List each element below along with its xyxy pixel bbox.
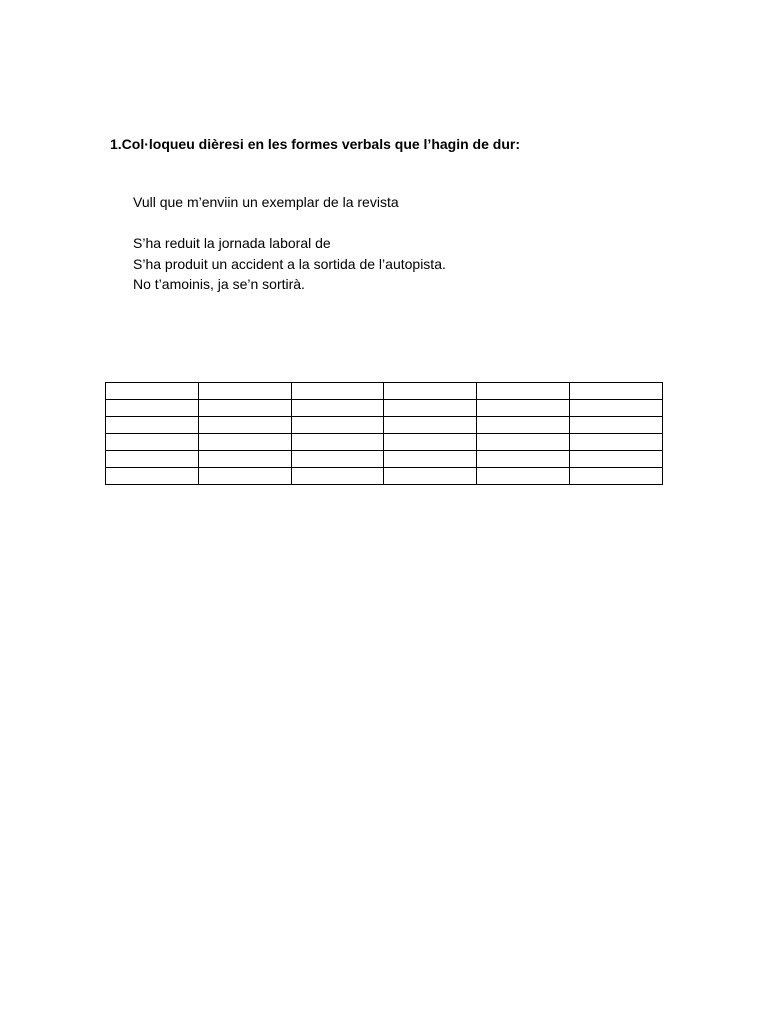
table-row: [106, 451, 663, 468]
answer-table: [105, 382, 663, 485]
table-cell[interactable]: [477, 383, 570, 400]
table-cell[interactable]: [106, 451, 199, 468]
table-cell[interactable]: [198, 434, 291, 451]
table-row: [106, 400, 663, 417]
table-cell[interactable]: [198, 451, 291, 468]
table-cell[interactable]: [384, 417, 477, 434]
table-cell[interactable]: [384, 400, 477, 417]
table-cell[interactable]: [291, 434, 384, 451]
table-row: [106, 383, 663, 400]
table-cell[interactable]: [570, 451, 663, 468]
table-row: [106, 468, 663, 485]
table-cell[interactable]: [106, 400, 199, 417]
table-cell[interactable]: [477, 451, 570, 468]
table-cell[interactable]: [106, 417, 199, 434]
table-cell[interactable]: [570, 400, 663, 417]
table-row: [106, 434, 663, 451]
table-cell[interactable]: [198, 383, 291, 400]
sentence-list: [133, 192, 446, 295]
table-cell[interactable]: [477, 434, 570, 451]
table-cell[interactable]: [198, 400, 291, 417]
table-cell[interactable]: [291, 451, 384, 468]
table-cell[interactable]: [477, 400, 570, 417]
table-cell[interactable]: [291, 468, 384, 485]
table-cell[interactable]: [477, 468, 570, 485]
exercise-heading: 1.Col·loqueu dièresi en les formes verbals que l’hagin de dur:: [110, 136, 520, 152]
sentence-item: S’ha produit un accident a la sortida de l’autopista.: [133, 255, 446, 272]
table-cell[interactable]: [570, 468, 663, 485]
table-cell[interactable]: [477, 417, 570, 434]
table-cell[interactable]: [384, 434, 477, 451]
table-cell[interactable]: [384, 383, 477, 400]
sentence-item: S’ha reduit la jornada laboral de: [133, 235, 331, 251]
table-cell[interactable]: [106, 434, 199, 451]
table-cell[interactable]: [384, 451, 477, 468]
table-row: [106, 417, 663, 434]
table-cell[interactable]: [291, 383, 384, 400]
table-cell[interactable]: [106, 383, 199, 400]
table-cell[interactable]: [570, 383, 663, 400]
table-cell[interactable]: [291, 417, 384, 434]
table-cell[interactable]: [198, 468, 291, 485]
table-cell[interactable]: [570, 417, 663, 434]
table-cell[interactable]: [106, 468, 199, 485]
sentence-item: No t’amoinis, ja se’n sortirà.: [133, 276, 305, 292]
table-cell[interactable]: [570, 434, 663, 451]
sentence-item: Vull que m’enviin un exemplar de la revista: [133, 194, 399, 210]
table-cell[interactable]: [291, 400, 384, 417]
table-cell[interactable]: [198, 417, 291, 434]
table-cell[interactable]: [384, 468, 477, 485]
